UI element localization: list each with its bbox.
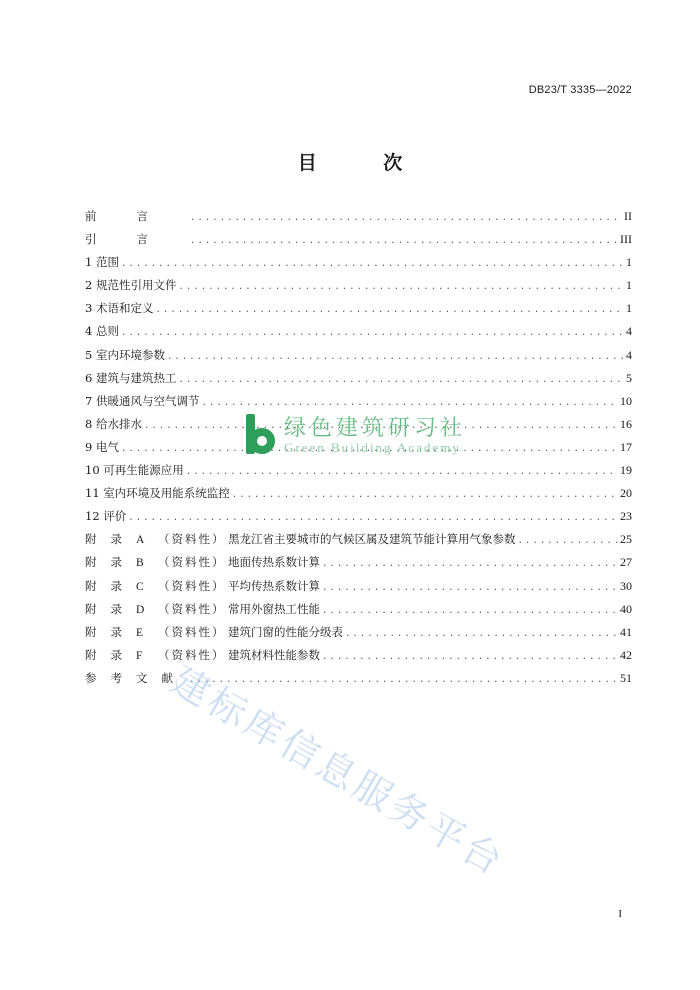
toc-appendix-entry[interactable] — [85, 531, 632, 554]
toc-page-number: 1 — [626, 278, 632, 293]
leader-dots — [186, 467, 618, 477]
appendix-label — [85, 578, 320, 594]
page-number: I — [618, 908, 622, 920]
leader-dots — [167, 352, 624, 362]
toc-entry-label: 8 给水排水 — [85, 416, 142, 431]
page-title: 目 次 — [297, 152, 433, 174]
appendix-prefix: 附录 — [85, 532, 136, 547]
toc-entry-label: 6 建筑与建筑热工 — [85, 370, 177, 385]
appendix-type: （资料性） — [158, 647, 226, 662]
appendix-type: （资料性） — [158, 578, 226, 593]
toc-entry-label: 1 范围 — [85, 255, 119, 270]
leader-dots — [345, 629, 618, 639]
appendix-title: 建筑材料性能参数 — [228, 647, 320, 662]
leader-dots — [322, 606, 618, 616]
leader-dots — [121, 259, 624, 269]
toc-entry[interactable] — [85, 370, 632, 393]
references-label: 参考文献 — [85, 670, 187, 685]
appendix-label — [85, 601, 320, 617]
appendix-type: （资料性） — [158, 601, 226, 616]
appendix-prefix: 附录 — [85, 647, 136, 662]
standard-code: DB23/T 3335—2022 — [528, 84, 632, 96]
leader-dots — [190, 213, 622, 223]
toc-page-number: 1 — [626, 301, 632, 316]
toc-page-number: 51 — [620, 670, 632, 685]
toc-page-number: III — [620, 232, 632, 247]
leader-dots — [155, 305, 624, 315]
leader-dots — [178, 375, 624, 385]
appendix-type: （资料性） — [158, 555, 226, 570]
toc-entry[interactable] — [85, 254, 632, 277]
appendix-title: 平均传热系数计算 — [228, 578, 320, 593]
toc-page-number: 19 — [620, 463, 632, 478]
appendix-letter: E — [136, 626, 144, 639]
leader-dots — [322, 583, 618, 593]
appendix-label — [85, 554, 320, 570]
toc-appendix-entry[interactable] — [85, 554, 632, 577]
appendix-label — [85, 624, 343, 640]
appendix-label — [85, 531, 516, 547]
appendix-letter: A — [136, 534, 145, 547]
toc-page-number: 23 — [620, 509, 632, 524]
toc-page-number: 17 — [620, 439, 632, 454]
toc-entry[interactable] — [85, 300, 632, 323]
toc-page-number: 20 — [620, 486, 632, 501]
leader-dots — [189, 675, 618, 685]
toc-entry[interactable] — [85, 208, 632, 231]
toc-page-number: 41 — [620, 624, 632, 639]
appendix-letter: C — [136, 580, 144, 593]
toc-entry[interactable] — [85, 508, 632, 531]
toc-page-number: II — [624, 209, 632, 223]
leader-dots — [322, 652, 618, 662]
toc-entry-label: 7 供暖通风与空气调节 — [85, 393, 200, 408]
toc-entry-label: 5 室内环境参数 — [85, 347, 165, 362]
leader-dots — [518, 536, 619, 546]
logo-text-cn: 绿色建筑研习社 — [284, 416, 467, 441]
diagonal-watermark: 建标库信息服务平台 — [163, 657, 513, 885]
logo-text-en: Green Building Academy — [284, 440, 461, 455]
toc-entry[interactable] — [85, 277, 632, 300]
toc-appendix-entry[interactable] — [85, 578, 632, 601]
leader-dots — [178, 282, 624, 292]
toc-entry-label: 2 规范性引用文件 — [85, 278, 177, 293]
toc-page-number: 27 — [620, 555, 632, 570]
toc-entry-label: 引言 — [85, 232, 188, 247]
toc-entry[interactable] — [85, 485, 632, 508]
appendix-prefix: 附录 — [85, 578, 136, 593]
appendix-title: 建筑门窗的性能分级表 — [228, 624, 343, 639]
toc-entry-label: 11 室内环境及用能系统监控 — [85, 486, 230, 501]
toc-page-number: 10 — [620, 393, 632, 408]
toc-page-number: 25 — [620, 532, 632, 547]
leader-dots — [232, 490, 618, 500]
appendix-letter: D — [136, 603, 145, 616]
appendix-title: 常用外窗热工性能 — [228, 601, 320, 616]
toc-page-number: 1 — [626, 255, 632, 270]
toc-page-number: 40 — [620, 601, 632, 616]
leader-dots — [128, 513, 618, 523]
toc-entry[interactable] — [85, 347, 632, 370]
appendix-prefix: 附录 — [85, 624, 136, 639]
toc-entry-label: 4 总则 — [85, 324, 119, 339]
toc-entry[interactable] — [85, 231, 632, 254]
toc-entry[interactable] — [85, 462, 632, 485]
toc-entry-label: 9 电气 — [85, 439, 119, 454]
toc-page-number: 42 — [620, 647, 632, 662]
toc-page-number: 5 — [626, 370, 632, 385]
toc-appendix-entry[interactable] — [85, 624, 632, 647]
toc-appendix-entry[interactable] — [85, 601, 632, 624]
toc-page-number: 4 — [626, 324, 632, 339]
appendix-prefix: 附录 — [85, 555, 136, 570]
leader-dots — [201, 398, 618, 408]
watermark-logo — [246, 411, 466, 456]
toc-entry-label: 12 评价 — [85, 509, 127, 524]
toc-entry-label: 前言 — [85, 209, 188, 223]
toc-entry[interactable] — [85, 323, 632, 346]
toc-appendix-entry[interactable] — [85, 647, 632, 670]
appendix-letter: F — [136, 649, 143, 662]
leader-dots — [121, 328, 624, 338]
toc-page-number: 4 — [626, 347, 632, 362]
appendix-type: （资料性） — [158, 624, 226, 639]
appendix-type: （资料性） — [158, 532, 226, 547]
appendix-title: 地面传热系数计算 — [228, 555, 320, 570]
toc-entry-label: 10 可再生能源应用 — [85, 463, 184, 478]
toc-page-number: 30 — [620, 578, 632, 593]
leader-dots — [322, 559, 618, 569]
toc-page-number: 16 — [620, 416, 632, 431]
appendix-prefix: 附录 — [85, 601, 136, 616]
appendix-title: 黑龙江省主要城市的气候区属及建筑节能计算用气象参数 — [228, 532, 516, 547]
toc-entry-label: 3 术语和定义 — [85, 301, 154, 316]
logo-b-icon — [246, 414, 276, 454]
leader-dots — [190, 236, 618, 246]
appendix-letter: B — [136, 557, 144, 570]
